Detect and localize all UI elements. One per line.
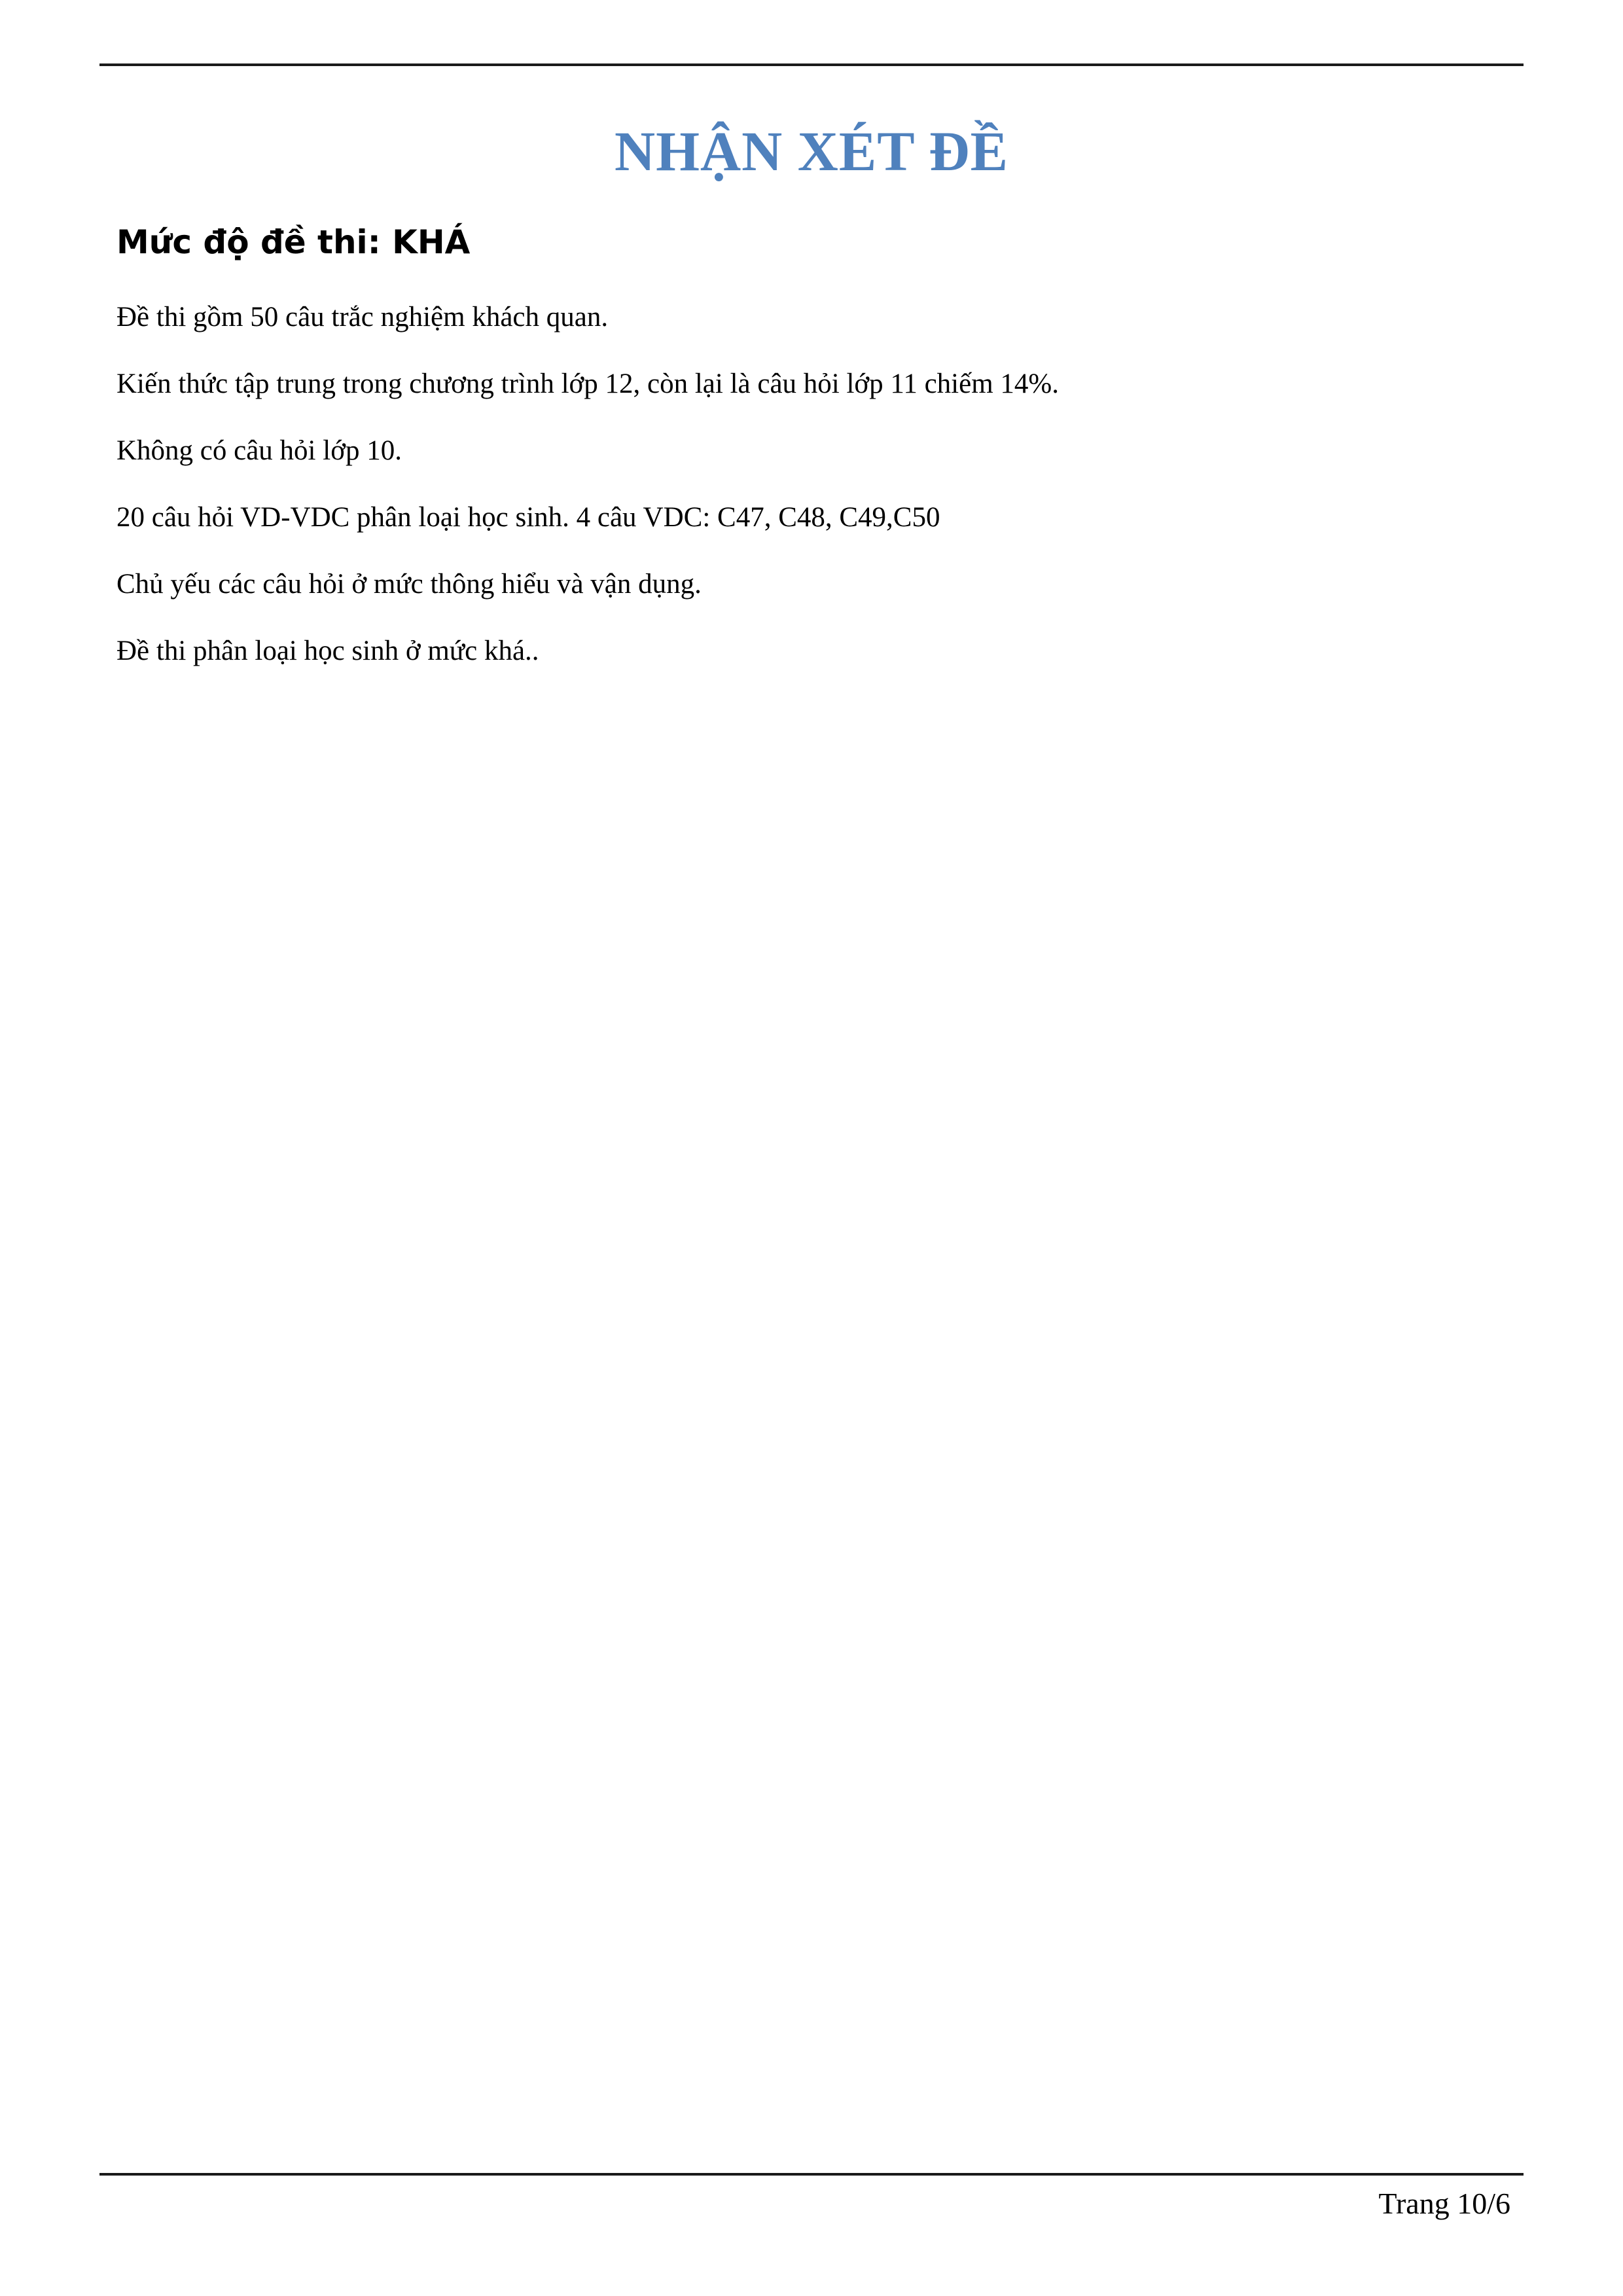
paragraph: Chủ yếu các câu hỏi ở mức thông hiểu và vận dụng. bbox=[116, 569, 702, 600]
page-number: Trang 10/6 bbox=[1378, 2187, 1510, 2220]
paragraph: Đề thi phân loại học sinh ở mức khá.. bbox=[116, 636, 539, 666]
body-text bbox=[116, 298, 1491, 698]
paragraph: Không có câu hỏi lớp 10. bbox=[116, 435, 402, 466]
paragraph: Đề thi gồm 50 câu trắc nghiệm khách quan. bbox=[116, 302, 609, 332]
page-title: NHẬN XÉT ĐỀ bbox=[615, 120, 1008, 183]
paragraph: Kiến thức tập trung trong chương trình lớp 12, còn lại là câu hỏi lớp 11 chiếm 14%. bbox=[116, 368, 1059, 399]
header-rule bbox=[99, 63, 1524, 66]
paragraph: 20 câu hỏi VD-VDC phân loại học sinh. 4 câu VDC: C47, C48, C49,C50 bbox=[116, 502, 940, 533]
section-heading: Mức độ đề thi: KHÁ bbox=[116, 223, 471, 261]
footer-rule bbox=[99, 2173, 1524, 2176]
